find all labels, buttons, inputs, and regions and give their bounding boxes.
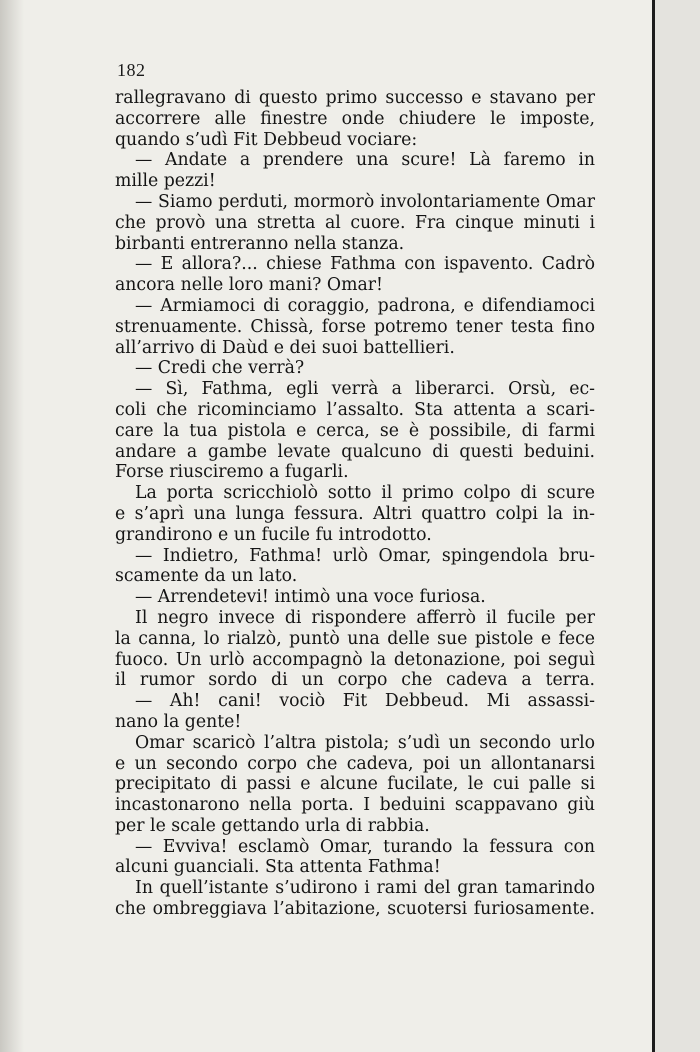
text-line: incastonarono nella porta. I beduini scappavano giù [115, 795, 595, 816]
text-line: birbanti entreranno nella stanza. [115, 233, 405, 254]
text-line: che provò una stretta al cuore. Fra cinque minuti i [115, 212, 595, 233]
text-line: — Armiamoci di coraggio, padrona, e difendiamoci [135, 295, 595, 316]
text-line: Il negro invece di rispondere afferrò il fucile per [135, 607, 595, 628]
page-number: 182 [117, 60, 146, 80]
text-line: — Indietro, Fathma! urlò Omar, spingendola bru- [135, 545, 595, 566]
text-line: fuoco. Un urlò accompagnò la detonazione, poi seguì [115, 649, 595, 670]
text-line: — Siamo perduti, mormorò involontariamente Omar [135, 191, 595, 212]
text-line: scamente da un lato. [115, 566, 298, 587]
text-line: il rumor sordo di un corpo che cadeva a terra. [115, 670, 595, 691]
text-line: Forse riusciremo a fugarli. [115, 462, 349, 483]
text-line: all’arrivo di Daùd e dei suoi battellieri. [115, 337, 455, 358]
text-line: rallegravano di questo primo successo e stavano per [115, 88, 595, 108]
text-line: nano la gente! [115, 711, 242, 732]
text-line: Omar scaricò l’altra pistola; s’udì un secondo urlo [135, 732, 595, 753]
binding-shadow [0, 0, 24, 1052]
adjacent-page-edge [655, 0, 700, 1052]
text-line: — Sì, Fathma, egli verrà a liberarci. Orsù, ec- [135, 379, 595, 400]
text-line: e un secondo corpo che cadeva, poi un allontanarsi [115, 753, 595, 774]
text-line: — E allora?... chiese Fathma con ispavento. Cadrò [135, 254, 595, 275]
text-line: — Andate a prendere una scure! Là faremo in [135, 150, 595, 171]
text-line: La porta scricchiolò sotto il primo colpo di scure [135, 483, 595, 504]
text-line: che ombreggiava l’abitazione, scuotersi furiosamente. [115, 899, 595, 920]
text-line: — Ah! cani! vociò Fit Debbeud. Mi assassi- [135, 691, 595, 712]
text-line: grandirono e un fucile fu introdotto. [115, 524, 432, 545]
text-line: accorrere alle finestre onde chiudere le imposte, [115, 108, 595, 129]
text-line: andare a gambe levate qualcuno di questi beduini. [115, 441, 595, 462]
text-line: precipitato di passi e alcune fucilate, le cui palle si [115, 774, 595, 795]
text-line: mille pezzi! [115, 171, 216, 192]
text-line: In quell’istante s’udirono i rami del gran tamarindo [135, 878, 595, 899]
text-line: coli che ricominciamo l’assalto. Sta attenta a scari- [115, 399, 595, 420]
text-line: — Arrendetevi! intimò una voce furiosa. [135, 587, 486, 608]
text-line: ancora nelle loro mani? Omar! [115, 275, 383, 296]
body-text [115, 88, 595, 920]
text-line: strenuamente. Chissà, forse potremo tener testa fino [115, 316, 595, 337]
text-line: — Evviva! esclamò Omar, turando la fessura con [135, 836, 595, 857]
text-line: care la tua pistola e cerca, se è possibile, di farmi [115, 420, 595, 441]
text-line: alcuni guanciali. Sta attenta Fathma! [115, 857, 441, 878]
text-line: per le scale gettando urla di rabbia. [115, 815, 430, 836]
text-line: e s’aprì una lunga fessura. Altri quattro colpi la in- [115, 503, 595, 524]
text-line: — Credi che verrà? [135, 358, 305, 379]
text-line: la canna, lo rialzò, puntò una delle sue pistole e fece [115, 628, 595, 649]
text-line: quando s’udì Fit Debbeud vociare: [115, 129, 418, 150]
